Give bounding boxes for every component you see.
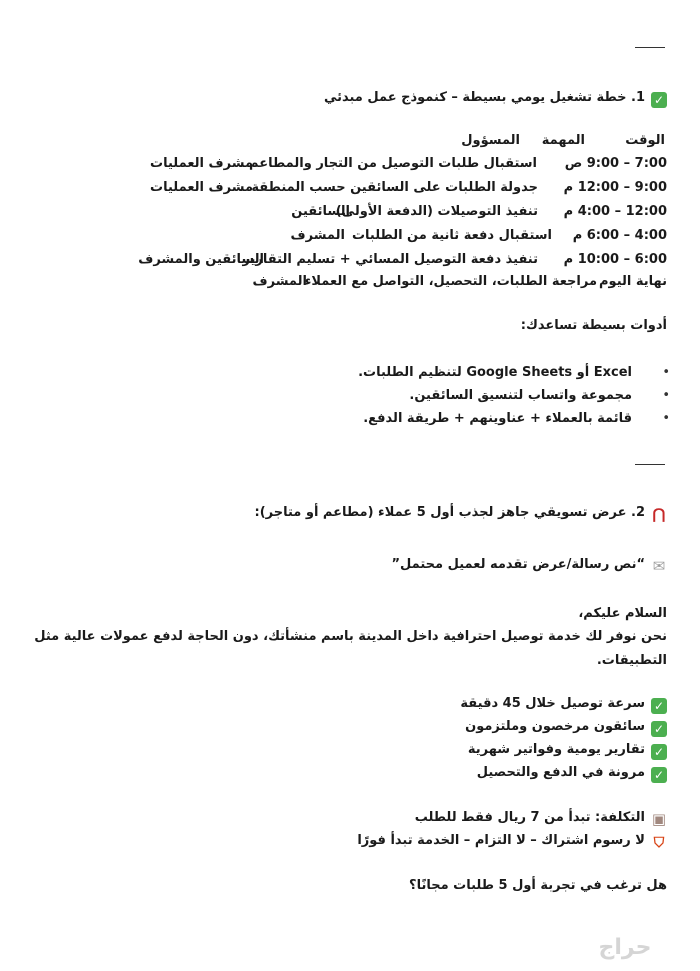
section2-heading	[22, 503, 667, 523]
body-line: التطبيقات.	[596, 653, 667, 668]
row-owner: مشرف العمليات	[150, 156, 253, 171]
row-owner: السائقين والمشرف	[138, 252, 264, 267]
divider	[635, 464, 665, 465]
greeting: السلام عليكم،	[578, 606, 667, 621]
message-title-text: “نص رسالة/عرض تقدمه لعميل محتمل”	[391, 557, 645, 572]
row-task: تنفيذ التوصيلات (الدفعة الأولى)	[335, 204, 538, 219]
section1-heading-text: 1. خطة تشغيل يومي بسيطة – كنموذج عمل مبدئي	[323, 90, 645, 105]
row-time: 7:00 – 9:00 ص	[564, 156, 667, 171]
tools-heading: أدوات بسيطة تساعدك:	[520, 318, 667, 333]
col-header-time: الوقت	[625, 133, 665, 148]
list-item: • قائمة بالعملاء + عناوينهم + طريقة الدفع.	[363, 409, 632, 429]
row-task: استقبال دفعة ثانية من الطلبات	[351, 228, 552, 243]
check-mark-icon: ✓	[651, 92, 667, 108]
row-time: 6:00 – 10:00 م	[563, 252, 667, 267]
row-task: جدولة الطلبات على السائقين حسب المنطقة	[251, 180, 538, 195]
check-mark-icon: ✓	[651, 767, 667, 783]
list-item	[22, 740, 667, 760]
check-mark-icon: ✓	[651, 744, 667, 760]
divider	[635, 47, 665, 48]
package-icon: ▣	[651, 810, 667, 828]
feature-text: سائقون مرخصون وملتزمون	[465, 719, 645, 734]
no-fees-text: لا رسوم اشتراك – لا التزام – الخدمة تبدأ فورًا	[357, 833, 645, 848]
row-time: نهاية اليوم	[599, 274, 667, 289]
list-item	[22, 763, 667, 783]
feature-text: مرونة في الدفع والتحصيل	[476, 765, 645, 780]
envelope-icon: ✉	[652, 557, 666, 575]
row-owner: السائقين	[291, 204, 350, 219]
row-task: استقبال طلبات التوصيل من التجار والمطاعم	[249, 156, 537, 171]
list-item	[22, 717, 667, 737]
shield-icon: ⛉	[653, 835, 665, 851]
row-task: تنفيذ دفعة التوصيل المسائي + تسليم التقارير	[242, 252, 538, 267]
list-item	[22, 694, 667, 714]
col-header-owner: المسؤول	[461, 133, 520, 148]
list-item: • Excel أو Google Sheets لتنظيم الطلبات.	[358, 363, 632, 383]
body-line: نحن نوفر لك خدمة توصيل احترافية داخل المدينة باسم منشأتك، دون الحاجة لدفع عمولات عالية مثل	[34, 629, 667, 644]
watermark-logo: حراج	[598, 935, 652, 960]
row-owner: مشرف العمليات	[150, 180, 253, 195]
cost-text: التكلفة: تبدأ من 7 ريال فقط للطلب	[414, 810, 645, 825]
magnet-icon: ⋂	[652, 505, 666, 523]
section2-heading-text: 2. عرض تسويقي جاهز لجذب أول 5 عملاء (مطاعم أو متاجر):	[254, 505, 645, 520]
message-title	[22, 555, 667, 575]
check-mark-icon: ✓	[651, 698, 667, 714]
row-task: مراجعة الطلبات، التحصيل، التواصل مع العملاء	[304, 274, 597, 289]
section1-heading	[22, 88, 667, 108]
feature-text: تقارير يومية وفواتير شهرية	[467, 742, 645, 757]
closing-question: هل ترغب في تجربة أول 5 طلبات مجانًا؟	[409, 878, 667, 893]
no-fees-line	[22, 831, 667, 851]
check-mark-icon: ✓	[651, 721, 667, 737]
row-owner: المشرف	[252, 274, 307, 289]
col-header-task: المهمة	[541, 133, 585, 148]
row-owner: المشرف	[290, 228, 345, 243]
row-time: 9:00 – 12:00 م	[563, 180, 667, 195]
row-time: 12:00 – 4:00 م	[563, 204, 667, 219]
feature-text: سرعة توصيل خلال 45 دقيقة	[460, 696, 645, 711]
list-item: • مجموعة واتساب لتنسيق السائقين.	[409, 386, 632, 406]
row-time: 4:00 – 6:00 م	[572, 228, 667, 243]
cost-line	[22, 808, 667, 828]
